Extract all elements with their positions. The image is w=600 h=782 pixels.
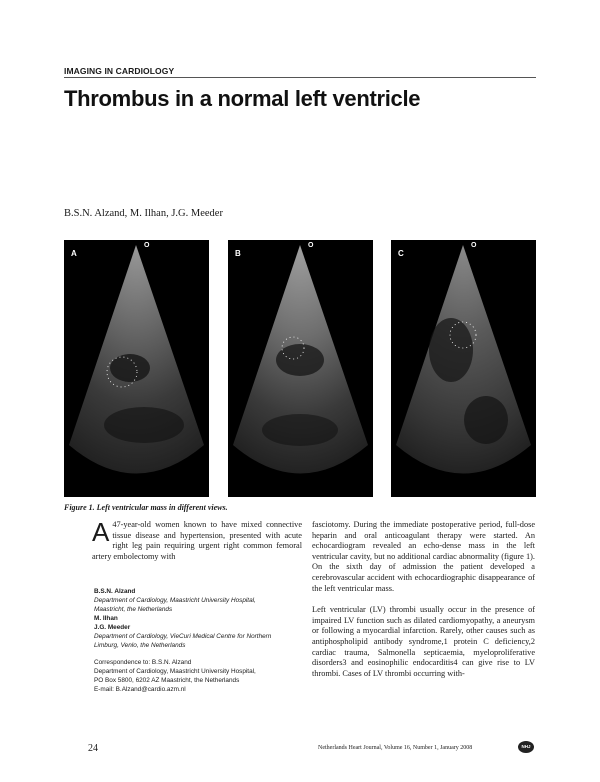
- echo-image-c: [391, 240, 536, 497]
- affiliations: [94, 587, 271, 694]
- author-1-place: Maastricht, the Netherlands: [94, 606, 173, 613]
- probe-marker-c: O: [471, 242, 477, 249]
- panel-letter-b: B: [235, 249, 241, 258]
- author-1-name: B.S.N. Alzand: [94, 588, 136, 595]
- author-3-name: J.G. Meeder: [94, 624, 131, 631]
- section-label: IMAGING IN CARDIOLOGY: [64, 66, 175, 76]
- intro-paragraph: A 47-year-old women known to have mixed connective tissue disease and hypertension, presented with acute right leg pain requiring urgent right common femoral artery embolectomy with: [92, 517, 302, 561]
- body-column-2: [312, 520, 535, 679]
- echo-panel-a: [64, 240, 209, 497]
- paragraph-3: Left ventricular (LV) thrombi usually occur in the presence of impaired LV function such as dilated cardiomyopathy, a aneurysm or following a myocardial infarction. Rarely, other causes such as antiphospholipid antibody syndrome,1 protein C deficiency,2 cardiac trauma, Salmonella septicaemia, myeloproliferative disorders3 and eosinophilic endocarditis4 can give rise to LV thrombi. Cases of LV thrombi occurring with-: [312, 605, 535, 678]
- drop-cap: A: [92, 517, 110, 547]
- panel-letter-a: A: [71, 249, 77, 258]
- article-title: Thrombus in a normal left ventricle: [64, 86, 421, 111]
- panel-letter-c: C: [398, 249, 404, 258]
- author-3-dept: Department of Cardiology, VieCuri Medical Centre for Northern: [94, 633, 272, 640]
- author-3-place: Limburg, Venlo, the Netherlands: [94, 642, 186, 649]
- page-number: 24: [88, 743, 98, 754]
- author-2-name: M. Ilhan: [94, 615, 118, 622]
- author-1-dept: Department of Cardiology, Maastricht University Hospital,: [94, 597, 256, 604]
- figure-caption: Figure 1. Left ventricular mass in different views.: [64, 503, 228, 512]
- probe-marker-a: O: [144, 242, 150, 249]
- author-list: B.S.N. Alzand, M. Ilhan, J.G. Meeder: [64, 208, 223, 219]
- echo-image-a: [64, 240, 209, 497]
- header-rule: [64, 77, 536, 78]
- echo-image-b: [228, 240, 373, 497]
- journal-logo: NHJ: [518, 741, 534, 753]
- body-column-1: [92, 517, 302, 562]
- paragraph-2: fasciotomy. During the immediate postoperative period, full-dose heparin and oral anticoagulant therapy were started. An echocardiogram revealed an echo-dense mass in the left ventricular cavity, but no additional cardiac abnormality (figure 1). On the sixth day of admission the patient developed a cerebrovascular accident with echocardiographic disappearance of the left ventricular mass.: [312, 520, 535, 593]
- echo-panel-b: [228, 240, 373, 497]
- journal-citation: Netherlands Heart Journal, Volume 16, Number 1, January 2008: [318, 745, 473, 751]
- echo-panel-c: [391, 240, 536, 497]
- correspondence-label: Correspondence to: B.S.N. Alzand: [94, 659, 192, 666]
- probe-marker-b: O: [308, 242, 314, 249]
- correspondence-dept: Department of Cardiology, Maastricht University Hospital,: [94, 668, 256, 675]
- correspondence-email: E-mail: B.Alzand@cardio.azm.nl: [94, 686, 186, 693]
- correspondence-address: PO Box 5800, 6202 AZ Maastricht, the Netherlands: [94, 677, 240, 684]
